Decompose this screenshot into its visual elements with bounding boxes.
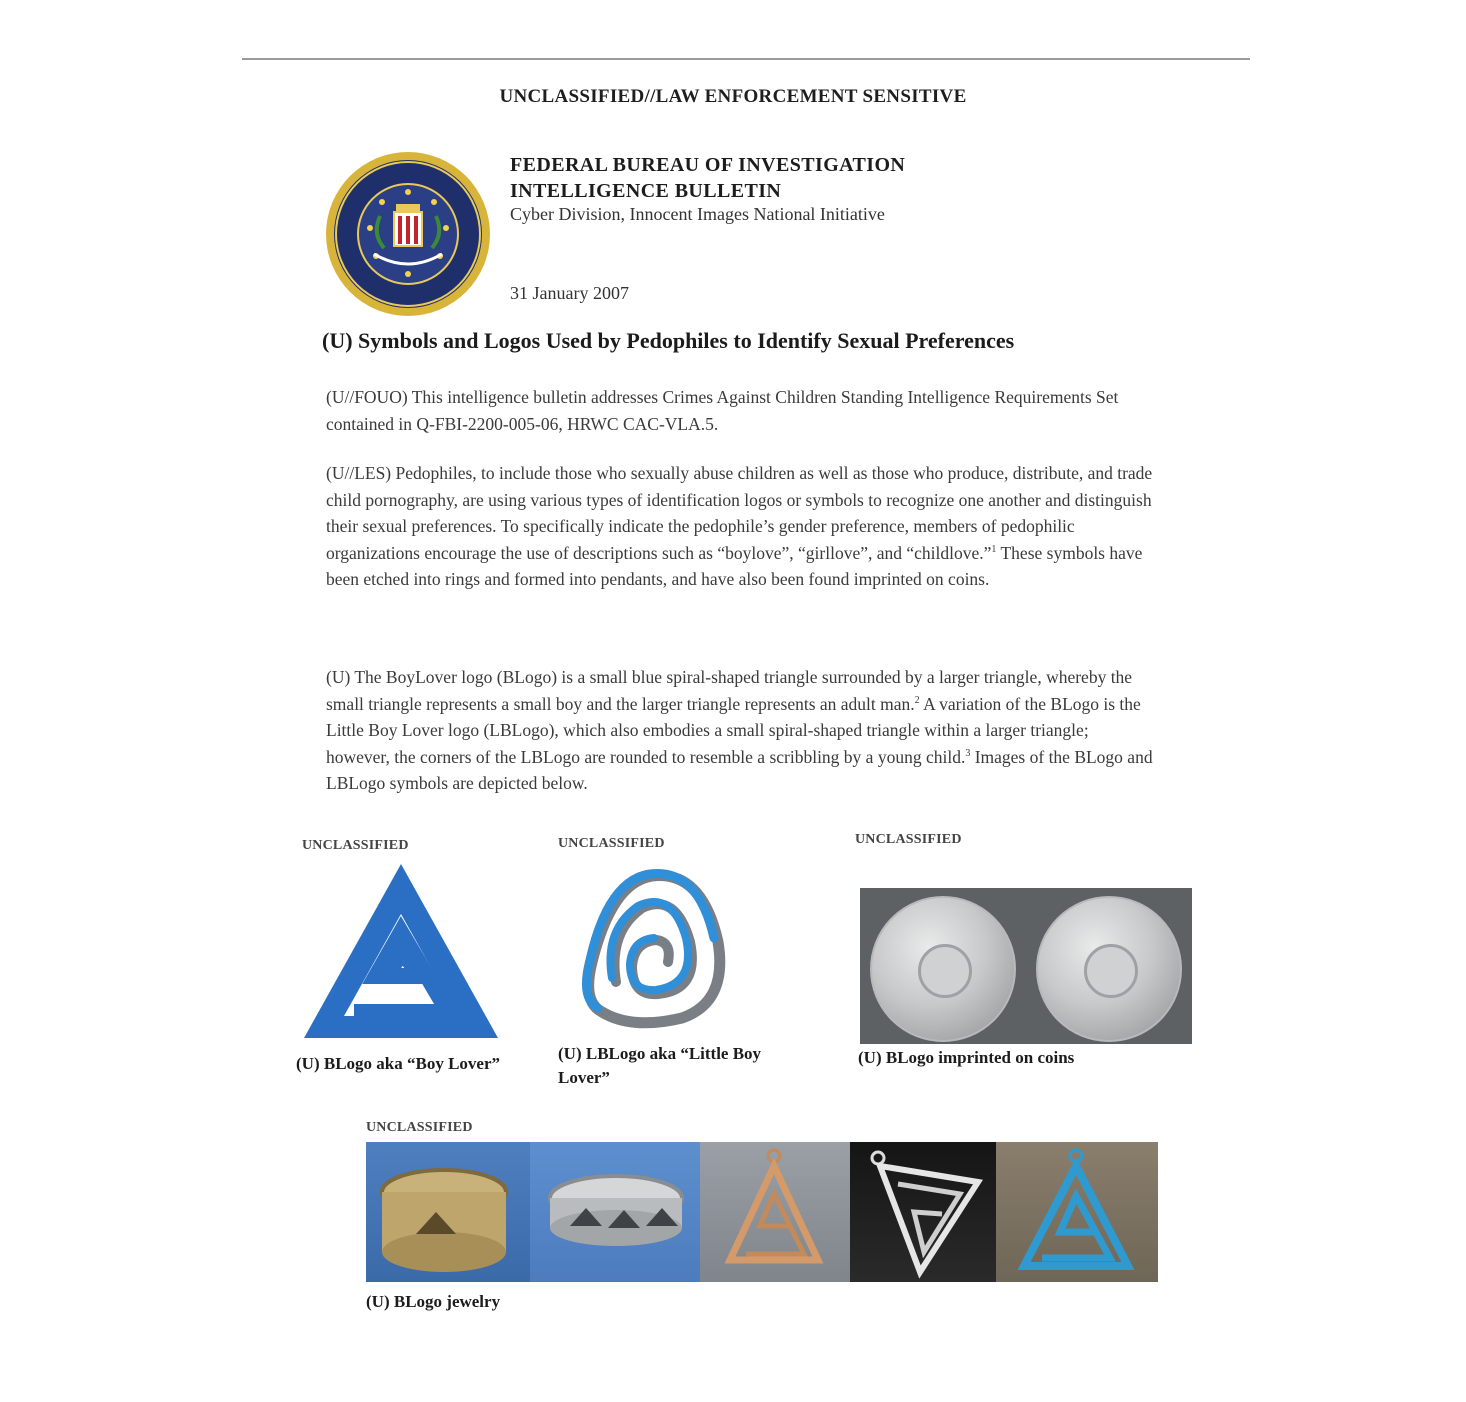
blogo-caption: (U) BLogo aka “Boy Lover” <box>296 1054 500 1073</box>
lblogo-caption: (U) LBLogo aka “Little Boy Lover” <box>558 1044 762 1087</box>
jewelry-photo-ring-silver <box>530 1142 700 1282</box>
classification-banner: UNCLASSIFIED//LAW ENFORCEMENT SENSITIVE <box>499 86 967 107</box>
paragraph-3 <box>326 664 1156 797</box>
jewelry-photo-pendant-blue <box>996 1142 1158 1282</box>
paragraph-3-text-c: Images of the BLogo and LBLogo symbols are depicted below. <box>326 746 1153 793</box>
paragraph-2-text-a: (U//LES) Pedophiles, to include those who sexually abuse children as well as those who produce, distribute, and trade child pornography, are using various types of identification logos or symbols to recognize one another and distinguish their sexual preferences. To specifically indicate the pedophile’s gender preference, members of pedophilic organizations encourage the use of descriptions such as “boylove”, “girllove”, and “childlove.” <box>326 463 1153 563</box>
jewelry-marking: UNCLASSIFIED <box>366 1120 473 1135</box>
paragraph-3-text-b: A variation of the BLogo is the Little Boy Lover logo (LBLogo), which also embodies a small spiral-shaped triangle within a larger triangle; however, the corners of the LBLogo are rounded to resemble a scribbling by a young child. <box>326 693 1141 767</box>
jewelry-photo-ring-gold <box>366 1142 530 1282</box>
top-rule <box>242 58 1250 60</box>
bulletin-date: 31 January 2007 <box>510 283 629 303</box>
coin-right <box>1036 896 1182 1042</box>
bulletin-type: INTELLIGENCE BULLETIN <box>510 180 782 202</box>
coins-caption: (U) BLogo imprinted on coins <box>858 1048 1075 1067</box>
agency-name: FEDERAL BUREAU OF INVESTIGATION <box>510 154 906 176</box>
lblogo-marking: UNCLASSIFIED <box>558 836 665 851</box>
footnote-ref-3: 3 <box>965 747 971 759</box>
coins-photo <box>860 888 1192 1044</box>
paragraph-2 <box>326 460 1156 593</box>
blogo-marking: UNCLASSIFIED <box>302 838 409 853</box>
agency-heading <box>510 152 905 204</box>
paragraph-1: (U//FOUO) This intelligence bulletin addresses Crimes Against Children Standing Intelligence Requirements Set contained in Q-FBI-2200-005-06, HRWC CAC-VLA.5. <box>326 387 1119 434</box>
paragraph-2-text-b: These symbols have been etched into rings and formed into pendants, and have also been found imprinted on coins. <box>326 542 1143 589</box>
lblogo-image <box>572 862 732 1032</box>
division-line: Cyber Division, Innocent Images National Initiative <box>510 204 885 224</box>
jewelry-caption: (U) BLogo jewelry <box>366 1292 501 1311</box>
jewelry-photo-strip <box>366 1142 1158 1282</box>
fbi-seal-icon <box>324 150 492 318</box>
blogo-image <box>298 860 504 1042</box>
paragraph-3-text-a: (U) The BoyLover logo (BLogo) is a small blue spiral-shaped triangle surrounded by a larger triangle, whereby the small triangle represents a small boy and the larger triangle represents an adult man. <box>326 667 1133 714</box>
jewelry-photo-pendant-silver <box>850 1142 996 1282</box>
coins-marking: UNCLASSIFIED <box>855 832 962 847</box>
jewelry-photo-pendant-gold <box>700 1142 850 1282</box>
coin-left <box>870 896 1016 1042</box>
footnote-ref-2: 2 <box>914 694 920 706</box>
footnote-ref-1: 1 <box>991 543 997 555</box>
document-title: (U) Symbols and Logos Used by Pedophiles to Identify Sexual Preferences <box>322 328 1015 353</box>
